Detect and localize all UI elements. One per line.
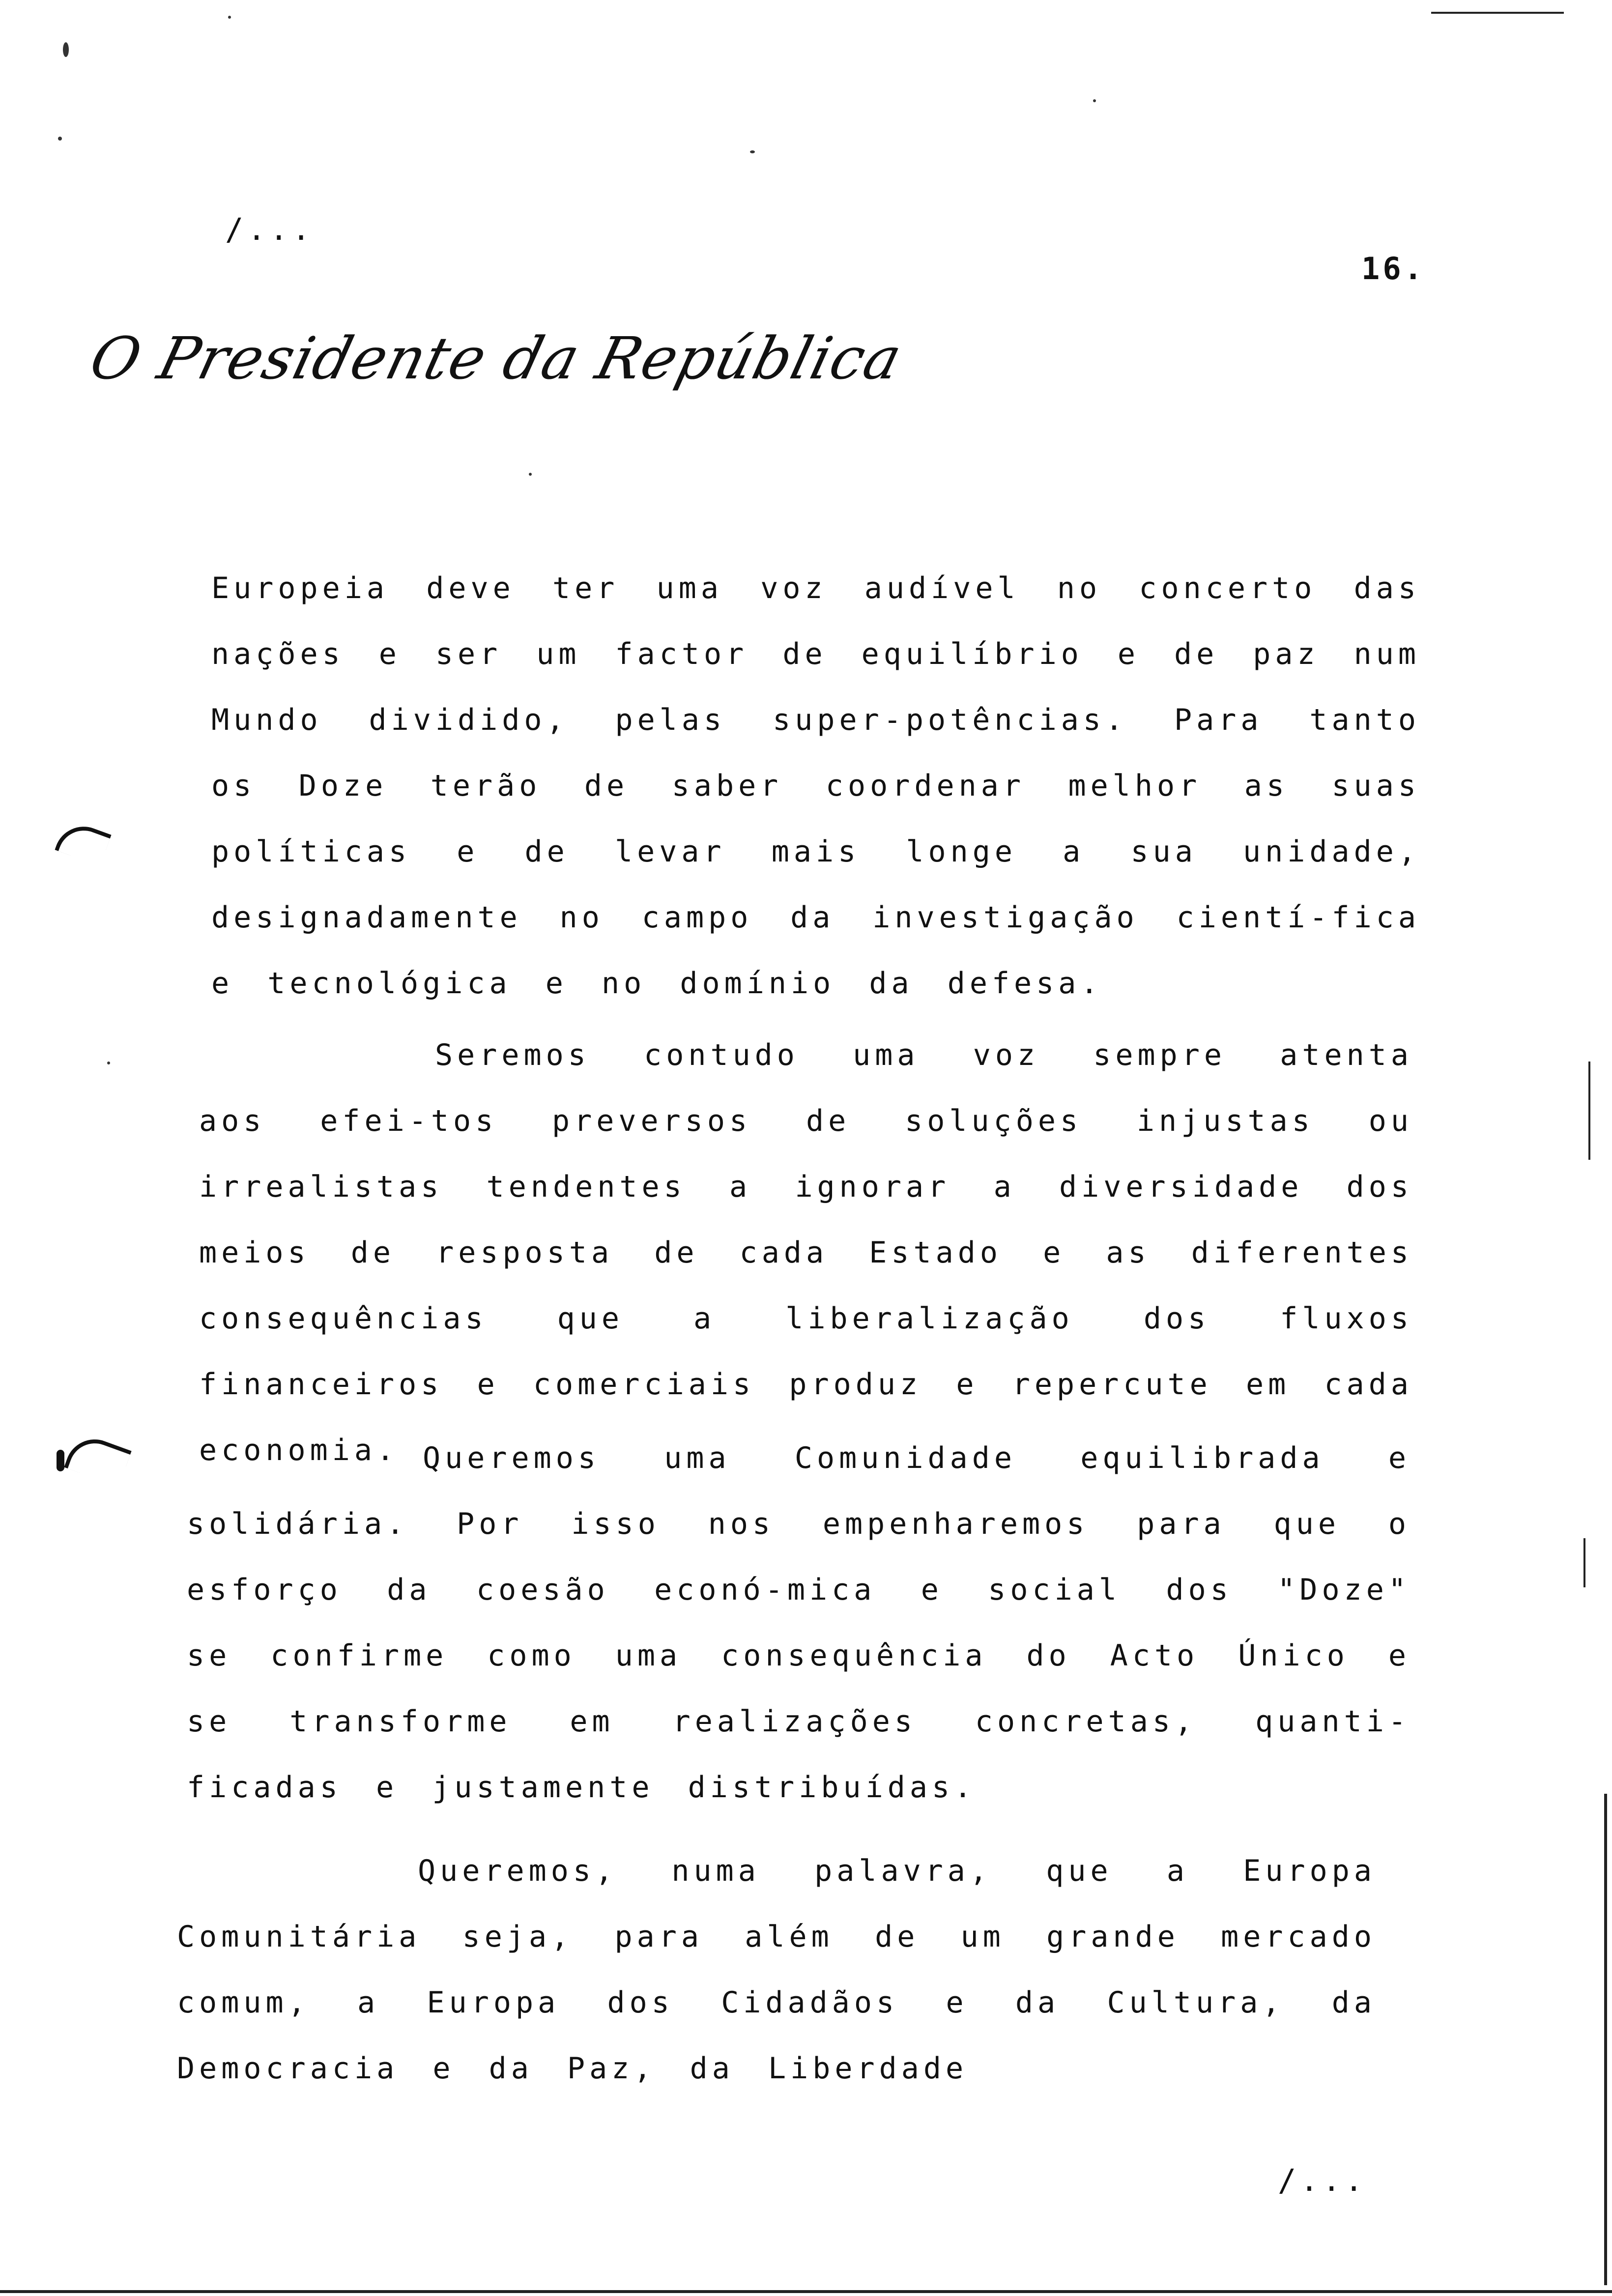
scan-speck (228, 16, 231, 19)
scan-speck (1093, 99, 1096, 102)
scan-edge-line (1604, 1794, 1607, 2285)
scan-speck (63, 42, 69, 57)
scan-speck (58, 137, 62, 141)
continuation-marker-bottom: /... (1278, 2162, 1367, 2198)
paragraph-1: Europeia deve ter uma voz audível no concerto das nações e ser um factor de equilíbrio e de paz num Mundo dividido, pelas super-potências. Para tanto os Doze terão de saber coordenar melhor as suas políticas e de levar mais longe a sua unidade, designadamente no campo da investigação cientí-fica e tecnológica e no domínio da defesa. (211, 571, 1420, 1001)
scan-edge-line (1431, 12, 1564, 14)
continuation-marker-top: /... (225, 211, 315, 247)
scan-speck (529, 473, 532, 476)
margin-ink-dot (57, 1450, 64, 1471)
paragraph-3: Queremos uma Comunidade equilibrada e solidária. Por isso nos empenharemos para que o esforço da coesão econó-mica e social dos "Doze" se confirme como uma consequência do Acto Único e se transforme em realizações concretas, quanti-ficadas e justamente distribuídas. (187, 1441, 1410, 1805)
margin-handwritten-mark (55, 818, 111, 866)
scan-speck (750, 150, 755, 153)
scan-edge-line (1583, 1538, 1585, 1587)
paragraph-4: Queremos, numa palavra, que a Europa Comunitária seja, para além de um grande mercado comum, a Europa dos Cidadãos e da Cultura, da Democracia e da Paz, da Liberdade (177, 1854, 1376, 2086)
letterhead-title: O Presidente da República (84, 324, 909, 392)
scan-edge-line (0, 2290, 1612, 2293)
paragraph-2: Seremos contudo uma voz sempre atenta aos efei-tos preversos de soluções injustas ou irrealistas tendentes a ignorar a diversidade dos meios de resposta de cada Estado e as diferentes consequências que a liberalização dos fluxos financeiros e comerciais produz e repercute em cada economia. (199, 1038, 1413, 1467)
scan-edge-line (1588, 1062, 1590, 1160)
scan-speck (107, 1062, 110, 1064)
page-number: 16. (1361, 251, 1425, 287)
margin-handwritten-mark (64, 1431, 132, 1487)
